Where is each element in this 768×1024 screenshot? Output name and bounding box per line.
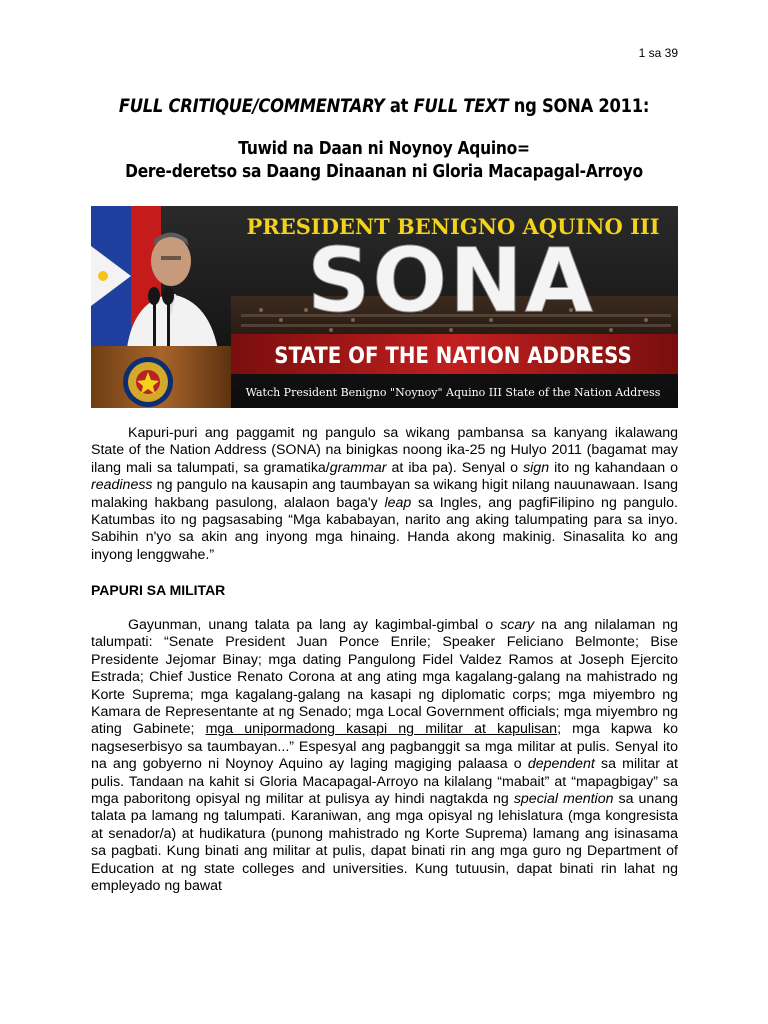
section-heading: PAPURI SA MILITAR (91, 582, 226, 598)
page-number: 1 sa 39 (638, 46, 678, 60)
military-paragraph (91, 617, 678, 896)
p1-text-1: Kapuri-puri ang paggamit ng pangulo sa wikang pambansa sa kanyang ikalawang State of the Nation Address (SONA) na binigkas noong ika-25 ng Hulyo 2011 (bagamat may ilang mali sa talumpati, sa gramatika/ (91, 425, 678, 476)
p1-text-3: ito ng kahandaan o (549, 459, 678, 476)
p1-term-readiness: readiness (91, 477, 153, 494)
p2-underlined-phrase: mga unipormadong kasapi ng militar at kapulisan (205, 721, 558, 738)
banner-sona-word: SONA (307, 229, 595, 332)
title-part-fulltext: FULL TEXT (413, 95, 509, 117)
title-part-critique: FULL CRITIQUE/COMMENTARY (118, 95, 385, 117)
p1-text-4: ng pangulo na kausapin ang taumbayan sa wikang higit nilang nauunawaan. Isang malaking hakbang pasulong, alalaon baga'y (91, 477, 678, 511)
title-part-sona: ng SONA 2011: (508, 95, 650, 117)
document-subtitle (54, 137, 714, 183)
subtitle-line-2: Dere-deretso sa Daang Dinaanan ni Gloria Macapagal-Arroyo (125, 161, 643, 182)
p2-text-2: na ang nilalaman ng talumpati: “Senate President Juan Ponce Enrile; Speaker Feliciano Belmonte; Bise Presidente Jejomar Binay; mga dating Pangulong Fidel Valdez Ramos at Joseph Ejercito Estrada; Chief Justice Renato Corona at ang ating mga kagalang-galang na mahistrado ng Korte Suprema; mga kagalang-galang na kasapi ng diplomatic corps; mga miyembro ng Kamara de Representante at ng Senado; mga Local Government officials; mga miyembro ng ating Gabinete; (91, 617, 679, 738)
intro-paragraph (91, 425, 678, 564)
p1-term-sign: sign (523, 459, 550, 476)
title-part-at: at (384, 95, 414, 117)
document-title (54, 95, 714, 117)
p2-text-5: sa unang talata pa lamang ng talumpati. Karaniwan, ang mga opisyal ng lehislatura (mga kongresista at senador/a) at hudikatura (punong mahistrado ng Korte Suprema) lamang ang isinasama sa pagbati. Kung binati ang militar at pulis, dapat binati rin ang mga guro ng Department of Education at ng state colleges and universities. Kung tutuusin, dapat binati rin lahat ng empleyado ng bawat (91, 791, 678, 895)
p1-text-5: sa Ingles, ang pagfiFilipino ng pangulo. Katumbas ito ng pagsasabing “Mga kababayan, narito ang aking talumpating para sa inyo. Sabihin n'yo sa akin ang inyong mga hinaing. Handa akong makinig. Sinasalita ko ang inyong lenggwahe.” (91, 494, 678, 563)
p1-term-grammar: grammar (329, 459, 387, 476)
p2-term-dependent: dependent (527, 756, 595, 773)
p1-text-2: at iba pa). Senyal o (386, 459, 524, 476)
p2-text-3: ; mga kapwa ko nagseserbisyo sa taumbayan...” Espesyal ang pagbanggit sa mga militar at pulis. Senyal ito na ang gobyerno ni Noynoy Aquino ay laging magiging palaasa o (91, 721, 678, 773)
p2-term-special-mention: special mention (513, 791, 614, 808)
subtitle-line-1: Tuwid na Daan ni Noynoy Aquino= (238, 138, 530, 159)
p2-text-1: Gayunman, unang talata pa lang ay kagimbal-gimbal o (128, 617, 501, 633)
p2-text-4: sa militar at pulis. Tandaan na kahit si Gloria Macapagal-Arroyo na kilalang “mabait” at “mapagbigay” sa mga paboritong opisyal ng militar at pulisya ay hindi nagtakda ng (91, 756, 678, 808)
p1-term-leap: leap (384, 494, 412, 511)
banner-headline: PRESIDENT BENIGNO AQUINO III (246, 214, 660, 239)
sona-banner-image (91, 206, 678, 408)
banner-subtitle: STATE OF THE NATION ADDRESS (274, 343, 632, 369)
banner-caption: Watch President Benigno "Noynoy" Aquino III State of the Nation Address (245, 386, 661, 399)
p2-term-scary: scary (500, 617, 535, 633)
